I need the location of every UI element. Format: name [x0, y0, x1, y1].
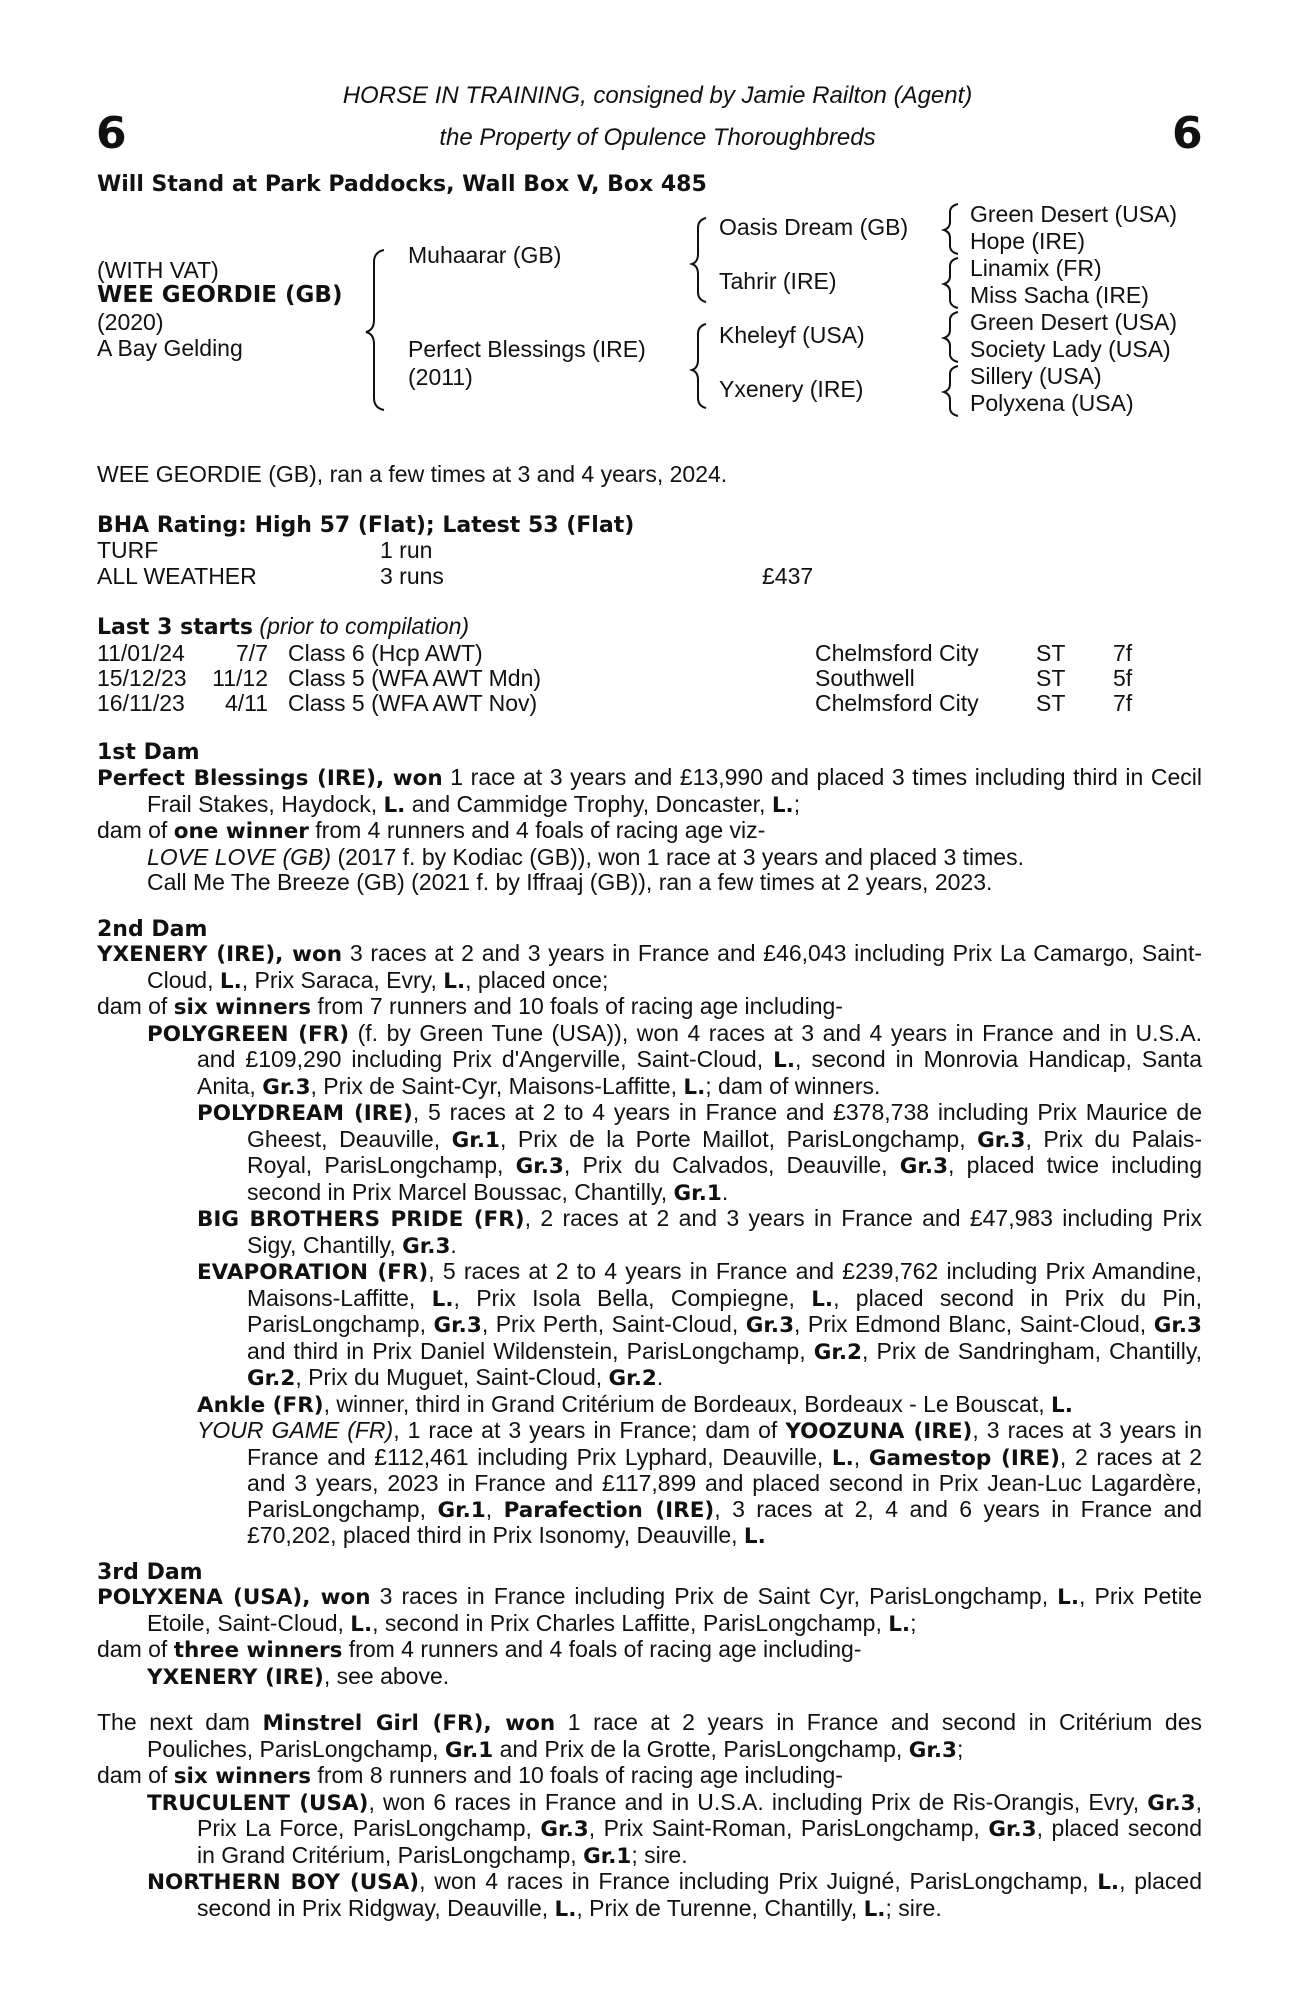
offspring-entry: [147, 1664, 1202, 1691]
record-text: 1 race at 3 years and £13,990 and placed 3 times including third in Cecil Frail Stakes, Haydock,: [147, 764, 1203, 817]
bha-rating: BHA Rating: High 57 (Flat); Latest 53 (Flat): [97, 513, 635, 538]
lot-number-left: 6: [96, 108, 127, 159]
start-going: ST: [1036, 690, 1066, 716]
grade-badge: L.: [383, 792, 406, 818]
offspring-record: , Prix Perth, Saint-Cloud,: [481, 1311, 746, 1337]
offspring-record: , won 4 races in France including Prix Juigné, ParisLongchamp,: [419, 1868, 1098, 1894]
grade-badge: L.: [1097, 1870, 1120, 1895]
grade-badge: L.: [1057, 1585, 1080, 1610]
offspring-record: , Prix du Palais-Royal, ParisLongchamp,: [247, 1125, 1202, 1178]
start-distance: 5f: [1113, 665, 1133, 691]
offspring-record: ; sire.: [631, 1841, 688, 1868]
record-text: 3 races in France including Prix de Saint Cyr, ParisLongchamp,: [370, 1583, 1058, 1609]
offspring-record: , Prix Edmond Blanc, Saint-Cloud,: [794, 1311, 1154, 1337]
offspring-record: , 3 races at 2, 4 and 6 years in France and £70,202, placed third in Prix Isonomy, Deauville,: [247, 1495, 1202, 1548]
offspring-record: , Prix du Calvados, Deauville,: [563, 1152, 900, 1178]
produce-summary: [97, 994, 1202, 1021]
grade-badge: L.: [831, 1445, 854, 1471]
offspring-record: , Prix Saint-Roman, ParisLongchamp,: [588, 1815, 989, 1841]
grade-badge: L.: [554, 1896, 577, 1922]
aw-prize: £437: [762, 563, 814, 589]
offspring-record: , 2 races at 2 and 3 years, 2023 in France and £117,899 and placed second in Prix Jean-Luc Lagardère, ParisLongchamp,: [247, 1443, 1202, 1522]
winners-count: six winners: [173, 1764, 312, 1789]
third-dam-section: [97, 1584, 1202, 1690]
start-course: Chelmsford City: [815, 690, 979, 716]
start-date: 16/11/23: [97, 690, 185, 716]
ancestor-6: Society Lady (USA): [970, 336, 1171, 362]
record-text: 3 races at 2 and 3 years in France and £46,043 including Prix La Camargo, Saint-Cloud,: [147, 940, 1203, 993]
last-starts-heading: [97, 614, 469, 641]
grand-offspring-entry: YOUR GAME (FR), 1 race at 3 years in France; dam of YOOZUNA (IRE), 3 races at 3 years in France and £112,461 including Prix Lyphard, Deauville, L., Gamestop (IRE), 2 races at 2 and 3 years, 2023 in France and £117,899 and placed second in Prix Jean-Luc Lagardère, ParisLongchamp, Gr.1, Parafection (IRE), 3 races at 2, 4 and 6 years in France and £70,202, placed third in Prix Isonomy, Deauville, L.: [197, 1417, 1202, 1549]
grade-badge: Gr.3: [262, 1074, 311, 1100]
record-text: 1 race at 2 years in France and second in Critérium des Pouliches, ParisLongchamp,: [147, 1709, 1202, 1762]
offspring-record: .: [656, 1364, 664, 1390]
won-label: won: [320, 1585, 371, 1610]
vat-note: (WITH VAT): [97, 257, 219, 283]
start-race: Class 5 (WFA AWT Mdn): [288, 665, 542, 691]
grade-badge: L.: [350, 1611, 373, 1637]
turf-label: TURF: [97, 537, 159, 563]
ancestor-1: Green Desert (USA): [970, 201, 1178, 227]
offspring-name: YXENERY (IRE): [147, 1664, 324, 1690]
offspring-record: , see above.: [323, 1662, 450, 1689]
won-label: won: [292, 942, 343, 967]
second-dam-heading: 2nd Dam: [97, 917, 208, 942]
grade-badge: L.: [771, 792, 794, 818]
grade-badge: Gr.3: [433, 1313, 482, 1338]
offspring-record: , Prix de Sandringham, Chantilly,: [862, 1337, 1202, 1364]
offspring-record: , placed second in Prix du Pin, ParisLongchamp,: [247, 1284, 1202, 1337]
ancestor-5: Green Desert (USA): [970, 309, 1178, 335]
offspring-entry: [97, 1021, 1202, 1101]
winners-count: three winners: [173, 1638, 343, 1663]
grade-badge: Gr.1: [451, 1127, 500, 1153]
grade-badge: Gr.2: [608, 1366, 657, 1391]
dam-of-label: dam of: [97, 1636, 174, 1662]
foaling-year: (2020): [97, 309, 164, 335]
horse-description: A Bay Gelding: [97, 335, 243, 361]
offspring-record: and third in Prix Daniel Wildenstein, ParisLongchamp,: [247, 1337, 814, 1364]
offspring-record: , 2 races at 2 and 3 years in France and £47,983 including Prix Sigy, Chantilly,: [247, 1205, 1202, 1258]
grade-badge: Gr.3: [988, 1817, 1037, 1842]
offspring-record: , Prix Isola Bella, Compiegne,: [453, 1284, 812, 1311]
offspring-entry: [147, 845, 1202, 871]
stand-location: Will Stand at Park Paddocks, Wall Box V, Box 485: [97, 172, 707, 197]
granddam-1: Tahrir (IRE): [719, 268, 837, 294]
fourth-dam-record: The next dam Minstrel Girl (FR), won 1 race at 2 years in France and second in Critérium des Pouliches, ParisLongchamp, Gr.1 and Prix de la Grotte, ParisLongchamp, Gr.3;: [97, 1709, 1202, 1763]
grand-offspring-entry: [97, 1206, 1202, 1259]
aw-runs: 3 runs: [380, 563, 444, 589]
offspring-entry: [97, 1790, 1202, 1870]
horse-name: WEE GEORDIE (GB): [97, 282, 343, 308]
lot-number-right: 6: [1172, 108, 1203, 159]
offspring-record: , placed second in Prix Ridgway, Deauville,: [197, 1868, 1203, 1921]
grade-badge: Gr.1: [437, 1497, 486, 1523]
second-dam-section: [97, 941, 1202, 1550]
grade-badge: L.: [743, 1524, 766, 1549]
grand-offspring-entry: [97, 1392, 1202, 1419]
grade-badge: Gr.3: [515, 1154, 564, 1179]
grade-badge: Gr.3: [540, 1817, 589, 1842]
winners-count: six winners: [173, 995, 312, 1020]
grand-offspring-entry: [97, 1100, 1202, 1206]
winners-count: one winner: [173, 819, 309, 844]
sire-name: Muhaarar (GB): [408, 242, 562, 268]
grade-badge: L.: [219, 968, 242, 994]
grade-badge: Gr.2: [813, 1339, 862, 1365]
produce-text: from 4 runners and 4 foals of racing age viz-: [308, 817, 766, 843]
next-dam-label: The next dam: [97, 1709, 263, 1735]
start-course: Southwell: [815, 665, 915, 691]
start-position: 7/7: [236, 640, 268, 666]
offspring-record: , placed twice including second in Prix Marcel Boussac, Chantilly,: [247, 1152, 1202, 1205]
dam-of-label: dam of: [97, 1762, 174, 1788]
last-starts-title: Last 3 starts: [97, 615, 254, 640]
record-text: ;: [910, 1609, 917, 1636]
grandsire-2: Kheleyf (USA): [719, 322, 865, 348]
offspring-record: (2017 f. by Kodiac (GB)), won 1 race at 3 years and placed 3 times.: [331, 843, 1024, 870]
start-course: Chelmsford City: [815, 640, 979, 666]
ancestor-2: Hope (IRE): [970, 228, 1086, 254]
aw-label: ALL WEATHER: [97, 563, 257, 589]
grade-badge: Gr.3: [908, 1737, 958, 1763]
dam-of-label: dam of: [97, 993, 174, 1019]
start-position: 11/12: [212, 665, 268, 691]
offspring-name: TRUCULENT (USA): [147, 1790, 369, 1816]
grade-badge: Gr.1: [583, 1843, 632, 1869]
first-dam-name: Perfect Blessings (IRE): [97, 766, 376, 791]
offspring-record: , 3 races at 3 years in France and £112,461 including Prix Lyphard, Deauville,: [247, 1417, 1202, 1470]
offspring-name: LOVE LOVE (GB): [147, 843, 332, 870]
grade-badge: Gr.2: [247, 1366, 296, 1391]
offspring-record: .: [450, 1231, 457, 1258]
offspring-record: (f. by Green Tune (USA)), won 4 races at 3 and 4 years in France and in U.S.A. and £109,290 including Prix d'Angerville, Saint-Cloud,: [197, 1019, 1203, 1072]
grade-badge: L.: [863, 1896, 886, 1922]
offspring-record: , 1 race at 3 years in France; dam of: [393, 1417, 786, 1443]
record-text: ;: [793, 790, 801, 817]
start-race: Class 5 (WFA AWT Nov): [288, 690, 538, 716]
record-text: , second in Prix Charles Laffitte, ParisLongchamp,: [372, 1609, 889, 1636]
offspring-name: YOOZUNA (IRE): [785, 1419, 973, 1444]
grade-badge: Gr.3: [899, 1154, 949, 1179]
offspring-record: , Prix de Turenne, Chantilly,: [576, 1894, 864, 1921]
offspring-record: , Prix du Muguet, Saint-Cloud,: [295, 1364, 609, 1390]
offspring-name: Gamestop (IRE): [868, 1445, 1060, 1471]
grade-badge: L.: [888, 1611, 911, 1637]
ancestor-7: Sillery (USA): [970, 363, 1102, 389]
grade-badge: Gr.3: [745, 1313, 795, 1338]
third-dam-name: POLYXENA (USA): [97, 1585, 303, 1610]
produce-summary: [97, 1763, 1202, 1790]
offspring-record: , second in Monrovia Handicap, Santa Anita,: [197, 1046, 1202, 1099]
offspring-name: YOUR GAME (FR): [197, 1417, 394, 1443]
ancestor-4: Miss Sacha (IRE): [970, 282, 1149, 308]
produce-text: from 7 runners and 10 foals of racing age including-: [311, 993, 843, 1019]
grade-badge: Gr.3: [1147, 1790, 1196, 1816]
last-starts-note: (prior to compilation): [259, 613, 470, 639]
offspring-entry: Call Me The Breeze (GB) (2021 f. by Iffraaj (GB)), ran a few times at 2 years, 2023.: [147, 869, 993, 895]
offspring-record: ; sire.: [885, 1894, 942, 1921]
grade-badge: Gr.1: [673, 1180, 722, 1206]
second-dam-record: YXENERY (IRE), won 3 races at 2 and 3 years in France and £46,043 including Prix La Camargo, Saint-Cloud, L., Prix Saraca, Evry, L., placed once;: [97, 940, 1203, 994]
offspring-record: ; dam of winners.: [705, 1072, 881, 1099]
grade-badge: L.: [683, 1074, 706, 1100]
grade-badge: L.: [773, 1048, 796, 1073]
record-text: , placed once;: [465, 966, 609, 993]
third-dam-heading: 3rd Dam: [97, 1560, 203, 1585]
start-date: 15/12/23: [97, 665, 187, 691]
offspring-name: POLYGREEN (FR): [147, 1021, 350, 1047]
offspring-name: EVAPORATION (FR): [197, 1260, 429, 1285]
start-position: 4/11: [224, 690, 268, 716]
won-label: won: [505, 1711, 556, 1736]
third-dam-record: POLYXENA (USA), won 3 races in France including Prix de Saint Cyr, ParisLongchamp, L., Prix Petite Etoile, Saint-Cloud, L., second in Prix Charles Laffitte, ParisLongchamp, L.;: [97, 1583, 1202, 1637]
racing-summary: WEE GEORDIE (GB), ran a few times at 3 and 4 years, 2024.: [97, 461, 728, 487]
offspring-entry: [97, 1869, 1202, 1922]
record-text: and Prix de la Grotte, ParisLongchamp,: [493, 1735, 909, 1762]
produce-summary: [97, 818, 1202, 845]
start-distance: 7f: [1113, 690, 1133, 716]
start-race: Class 6 (Hcp AWT): [288, 640, 483, 666]
offspring-name: Parafection (IRE): [503, 1497, 715, 1523]
dam-of-label: dam of: [97, 817, 174, 843]
fourth-dam-name: Minstrel Girl (FR): [262, 1711, 484, 1736]
record-text: and Cammidge Trophy, Doncaster,: [405, 790, 772, 817]
produce-text: from 4 runners and 4 foals of racing age including-: [342, 1636, 862, 1662]
offspring-name: Ankle (FR): [197, 1392, 324, 1418]
start-date: 11/01/24: [97, 640, 185, 666]
ancestor-8: Polyxena (USA): [970, 390, 1134, 416]
property-line: the Property of Opulence Thoroughbreds: [439, 124, 876, 151]
grade-badge: L.: [431, 1286, 454, 1312]
second-dam-name: YXENERY (IRE): [97, 942, 276, 967]
dam-name: Perfect Blessings (IRE): [408, 336, 646, 362]
offspring-record: , Prix de Saint-Cyr, Maisons-Laffitte,: [310, 1072, 684, 1099]
offspring-record: .: [721, 1178, 729, 1205]
start-going: ST: [1036, 640, 1066, 666]
offspring-record: , winner, third in Grand Critérium de Bordeaux, Bordeaux - Le Bouscat,: [323, 1390, 1051, 1417]
grand-offspring-entry: [97, 1259, 1202, 1392]
offspring-record: , won 6 races in France and in U.S.A. including Prix de Ris-Orangis, Evry,: [368, 1788, 1148, 1815]
grade-badge: Gr.3: [977, 1127, 1026, 1153]
first-dam-record: Perfect Blessings (IRE), won 1 race at 3 years and £13,990 and placed 3 times including third in Cecil Frail Stakes, Haydock, L. and Cammidge Trophy, Doncaster, L.;: [97, 764, 1203, 818]
grade-badge: Gr.1: [444, 1737, 494, 1763]
grade-badge: L.: [443, 968, 466, 994]
grade-badge: Gr.3: [402, 1233, 451, 1259]
first-dam-section: [97, 765, 1202, 896]
first-dam-heading: 1st Dam: [97, 740, 200, 765]
offspring-record: , 5 races at 2 to 4 years in France and £239,762 including Prix Amandine, Maisons-Laffitte,: [247, 1258, 1202, 1311]
granddam-2: Yxenery (IRE): [719, 376, 864, 402]
start-distance: 7f: [1113, 640, 1133, 666]
fourth-dam-section: [97, 1710, 1202, 1922]
grade-badge: Gr.3: [1153, 1313, 1202, 1338]
offspring-name: NORTHERN BOY (USA): [147, 1870, 420, 1895]
record-text: ;: [957, 1735, 964, 1762]
offspring-record: , placed second in Grand Critérium, ParisLongchamp,: [197, 1815, 1202, 1868]
offspring-name: POLYDREAM (IRE): [197, 1101, 413, 1126]
start-going: ST: [1036, 665, 1066, 691]
offspring-record: , 5 races at 2 to 4 years in France and £378,738 including Prix Maurice de Gheest, Deauville,: [247, 1099, 1202, 1152]
offspring-record: , Prix La Force, ParisLongchamp,: [197, 1788, 1202, 1841]
record-text: , Prix Saraca, Evry,: [241, 966, 444, 993]
consignor-line: HORSE IN TRAINING, consigned by Jamie Railton (Agent): [342, 82, 973, 109]
offspring-record: , Prix de la Porte Maillot, ParisLongchamp,: [499, 1125, 978, 1152]
ancestor-3: Linamix (FR): [970, 255, 1102, 281]
produce-text: from 8 runners and 10 foals of racing age including-: [311, 1762, 843, 1788]
grandsire-1: Oasis Dream (GB): [719, 214, 909, 240]
offspring-name: BIG BROTHERS PRIDE (FR): [197, 1207, 525, 1232]
record-text: , Prix Petite Etoile, Saint-Cloud,: [147, 1583, 1202, 1636]
turf-runs: 1 run: [380, 537, 433, 563]
grade-badge: L.: [811, 1286, 834, 1312]
dam-year: (2011): [408, 364, 473, 390]
grade-badge: L.: [1051, 1392, 1073, 1418]
won-label: won: [392, 766, 443, 791]
produce-summary: [97, 1637, 1202, 1664]
